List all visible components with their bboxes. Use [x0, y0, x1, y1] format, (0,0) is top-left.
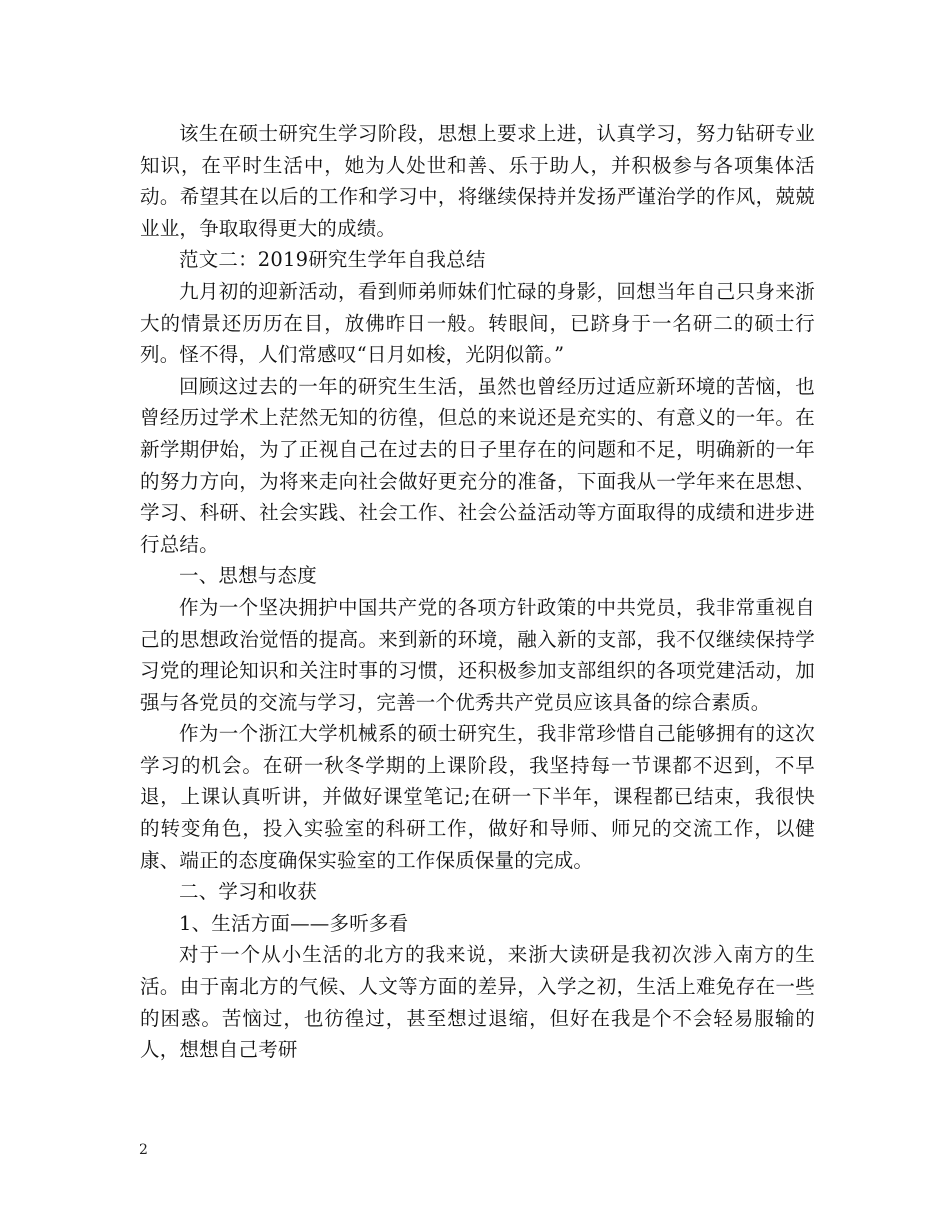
paragraph-party-member: 作为一个坚决拥护中国共产党的各项方针政策的中共党员，我非常重视自己的思想政治觉悟的提高。来到新的环境，融入新的支部，我不仅继续保持学习党的理论知识和关注时事的习惯，还积极参加支部组织的各项党建活动，加强与各党员的交流与学习，完善一个优秀共产党员应该具备的综合素质。: [140, 595, 815, 714]
paragraph-september: 九月初的迎新活动，看到师弟师妹们忙碌的身影，回想当年自己只身来浙大的情景还历历在目，放佛昨日一般。转眼间，已跻身于一名研二的硕士行列。怪不得，人们常感叹“日月如梭，光阴似箭。”: [140, 279, 815, 367]
section-title-sample-two: 范文二：2019研究生学年自我总结: [179, 248, 486, 272]
paragraph-graduate-student: 作为一个浙江大学机械系的硕士研究生，我非常珍惜自己能够拥有的这次学习的机会。在研一秋冬学期的上课阶段，我坚持每一节课都不迟到，不早退，上课认真听讲，并做好课堂笔记;在研一下半年，课程都已结束，我很快的转变角色，投入实验室的科研工作，做好和导师、师兄的交流工作，以健康、端正的态度确保实验室的工作保质保量的完成。: [140, 722, 815, 872]
heading-thought-attitude: 一、思想与态度: [179, 564, 317, 588]
paragraph-review: 回顾这过去的一年的研究生生活，虽然也曾经历过适应新环境的苦恼，也曾经历过学术上茫然无知的彷徨，但总的来说还是充实的、有意义的一年。在新学期伊始，为了正视自己在过去的日子里存在的问题和不足，明确新的一年的努力方向，为将来走向社会做好更充分的准备，下面我从一学年来在思想、学习、科研、社会实践、社会工作、社会公益活动等方面取得的成绩和进步进行总结。: [140, 374, 815, 556]
paragraph-north-south: 对于一个从小生活的北方的我来说，来浙大读研是我初次涉入南方的生活。由于南北方的气候、人文等方面的差异，入学之初，生活上难免存在一些的困惑。苦恼过，也彷徨过，甚至想过退缩，但好在我是个不会轻易服输的人，想想自己考研: [140, 943, 815, 1062]
page-number: 2: [139, 1142, 148, 1158]
paragraph-evaluation: 该生在硕士研究生学习阶段，思想上要求上进，认真学习，努力钻研专业知识，在平时生活中，她为人处世和善、乐于助人，并积极参与各项集体活动。希望其在以后的工作和学习中，将继续保持并发扬严谨治学的作风，兢兢业业，争取取得更大的成绩。: [140, 122, 815, 240]
subheading-life: 1、生活方面——多听多看: [179, 911, 409, 935]
heading-study-harvest: 二、学习和收获: [179, 880, 317, 904]
document-body: [140, 118, 815, 1066]
